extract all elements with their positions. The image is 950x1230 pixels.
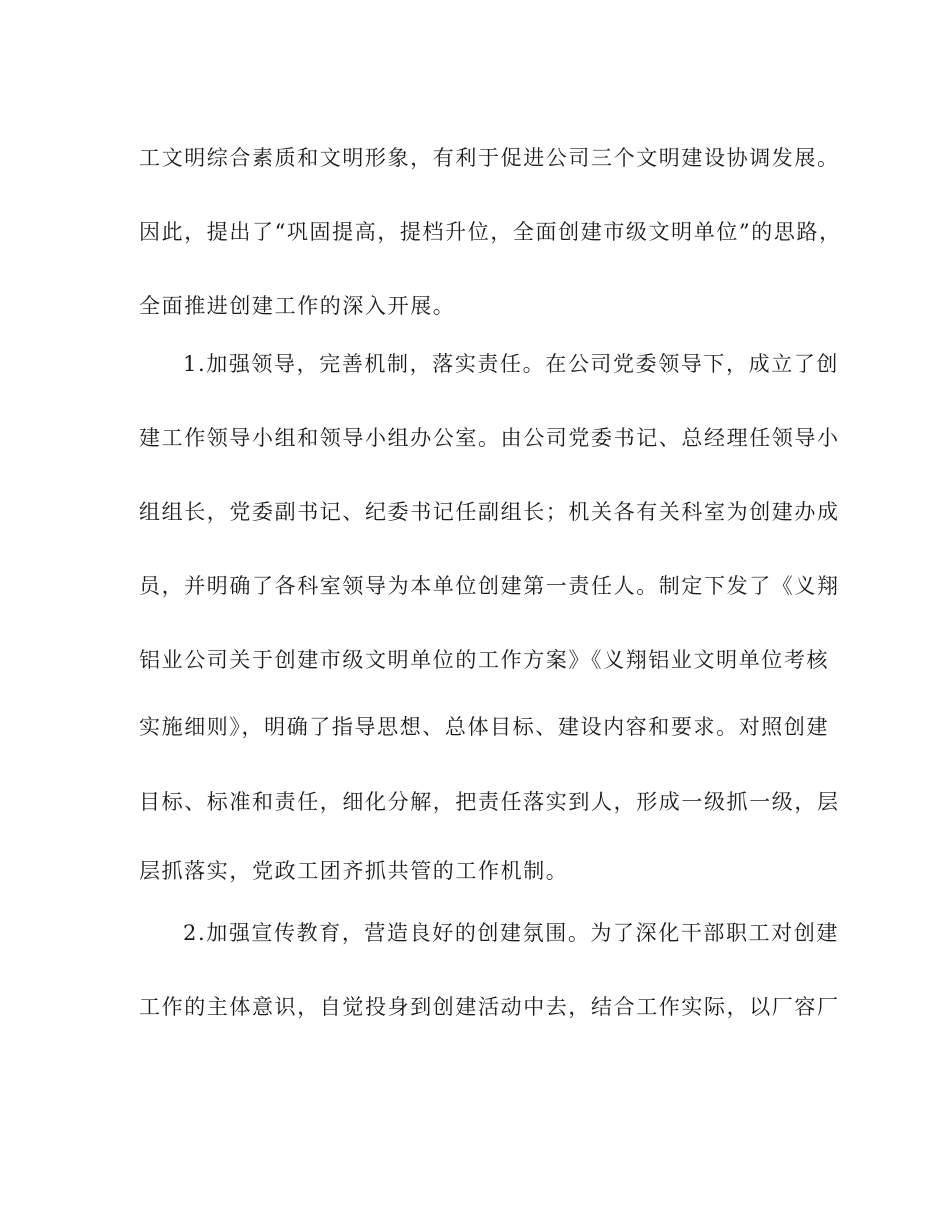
text-line: 员，并明确了各科室领导为本单位创建第一责任人。制定下发了《义翔 [139, 574, 840, 598]
paragraph-start-line: 2.加强宣传教育，营造良好的创建氛围。为了深化干部职工对创建 [183, 921, 840, 945]
text-line: 工文明综合素质和文明形象，有利于促进公司三个文明建设协调发展。 [139, 146, 840, 170]
text-line: 组组长，党委副书记、纪委书记任副组长；机关各有关科室为创建办成 [139, 500, 840, 524]
text-line: 工作的主体意识，自觉投身到创建活动中去，结合工作实际，以厂容厂 [139, 995, 840, 1019]
text-line: 建工作领导小组和领导小组办公室。由公司党委书记、总经理任领导小 [139, 426, 840, 450]
text-line: 因此，提出了“巩固提高，提档升位，全面创建市级文明单位”的思路， [139, 220, 842, 244]
paragraph-start-line: 1.加强领导，完善机制，落实责任。在公司党委领导下，成立了创 [183, 352, 840, 376]
text-line: 层抓落实，党政工团齐抓共管的工作机制。 [139, 859, 569, 883]
text-line: 全面推进创建工作的深入开展。 [139, 294, 456, 318]
text-line: 目标、标准和责任，细化分解，把责任落实到人，形成一级抓一级，层 [139, 790, 840, 814]
text-line: 实施细则》，明确了指导思想、总体目标、建设内容和要求。对照创建 [139, 715, 830, 739]
text-line: 铝业公司关于创建市级文明单位的工作方案》《义翔铝业文明单位考核 [139, 648, 830, 672]
